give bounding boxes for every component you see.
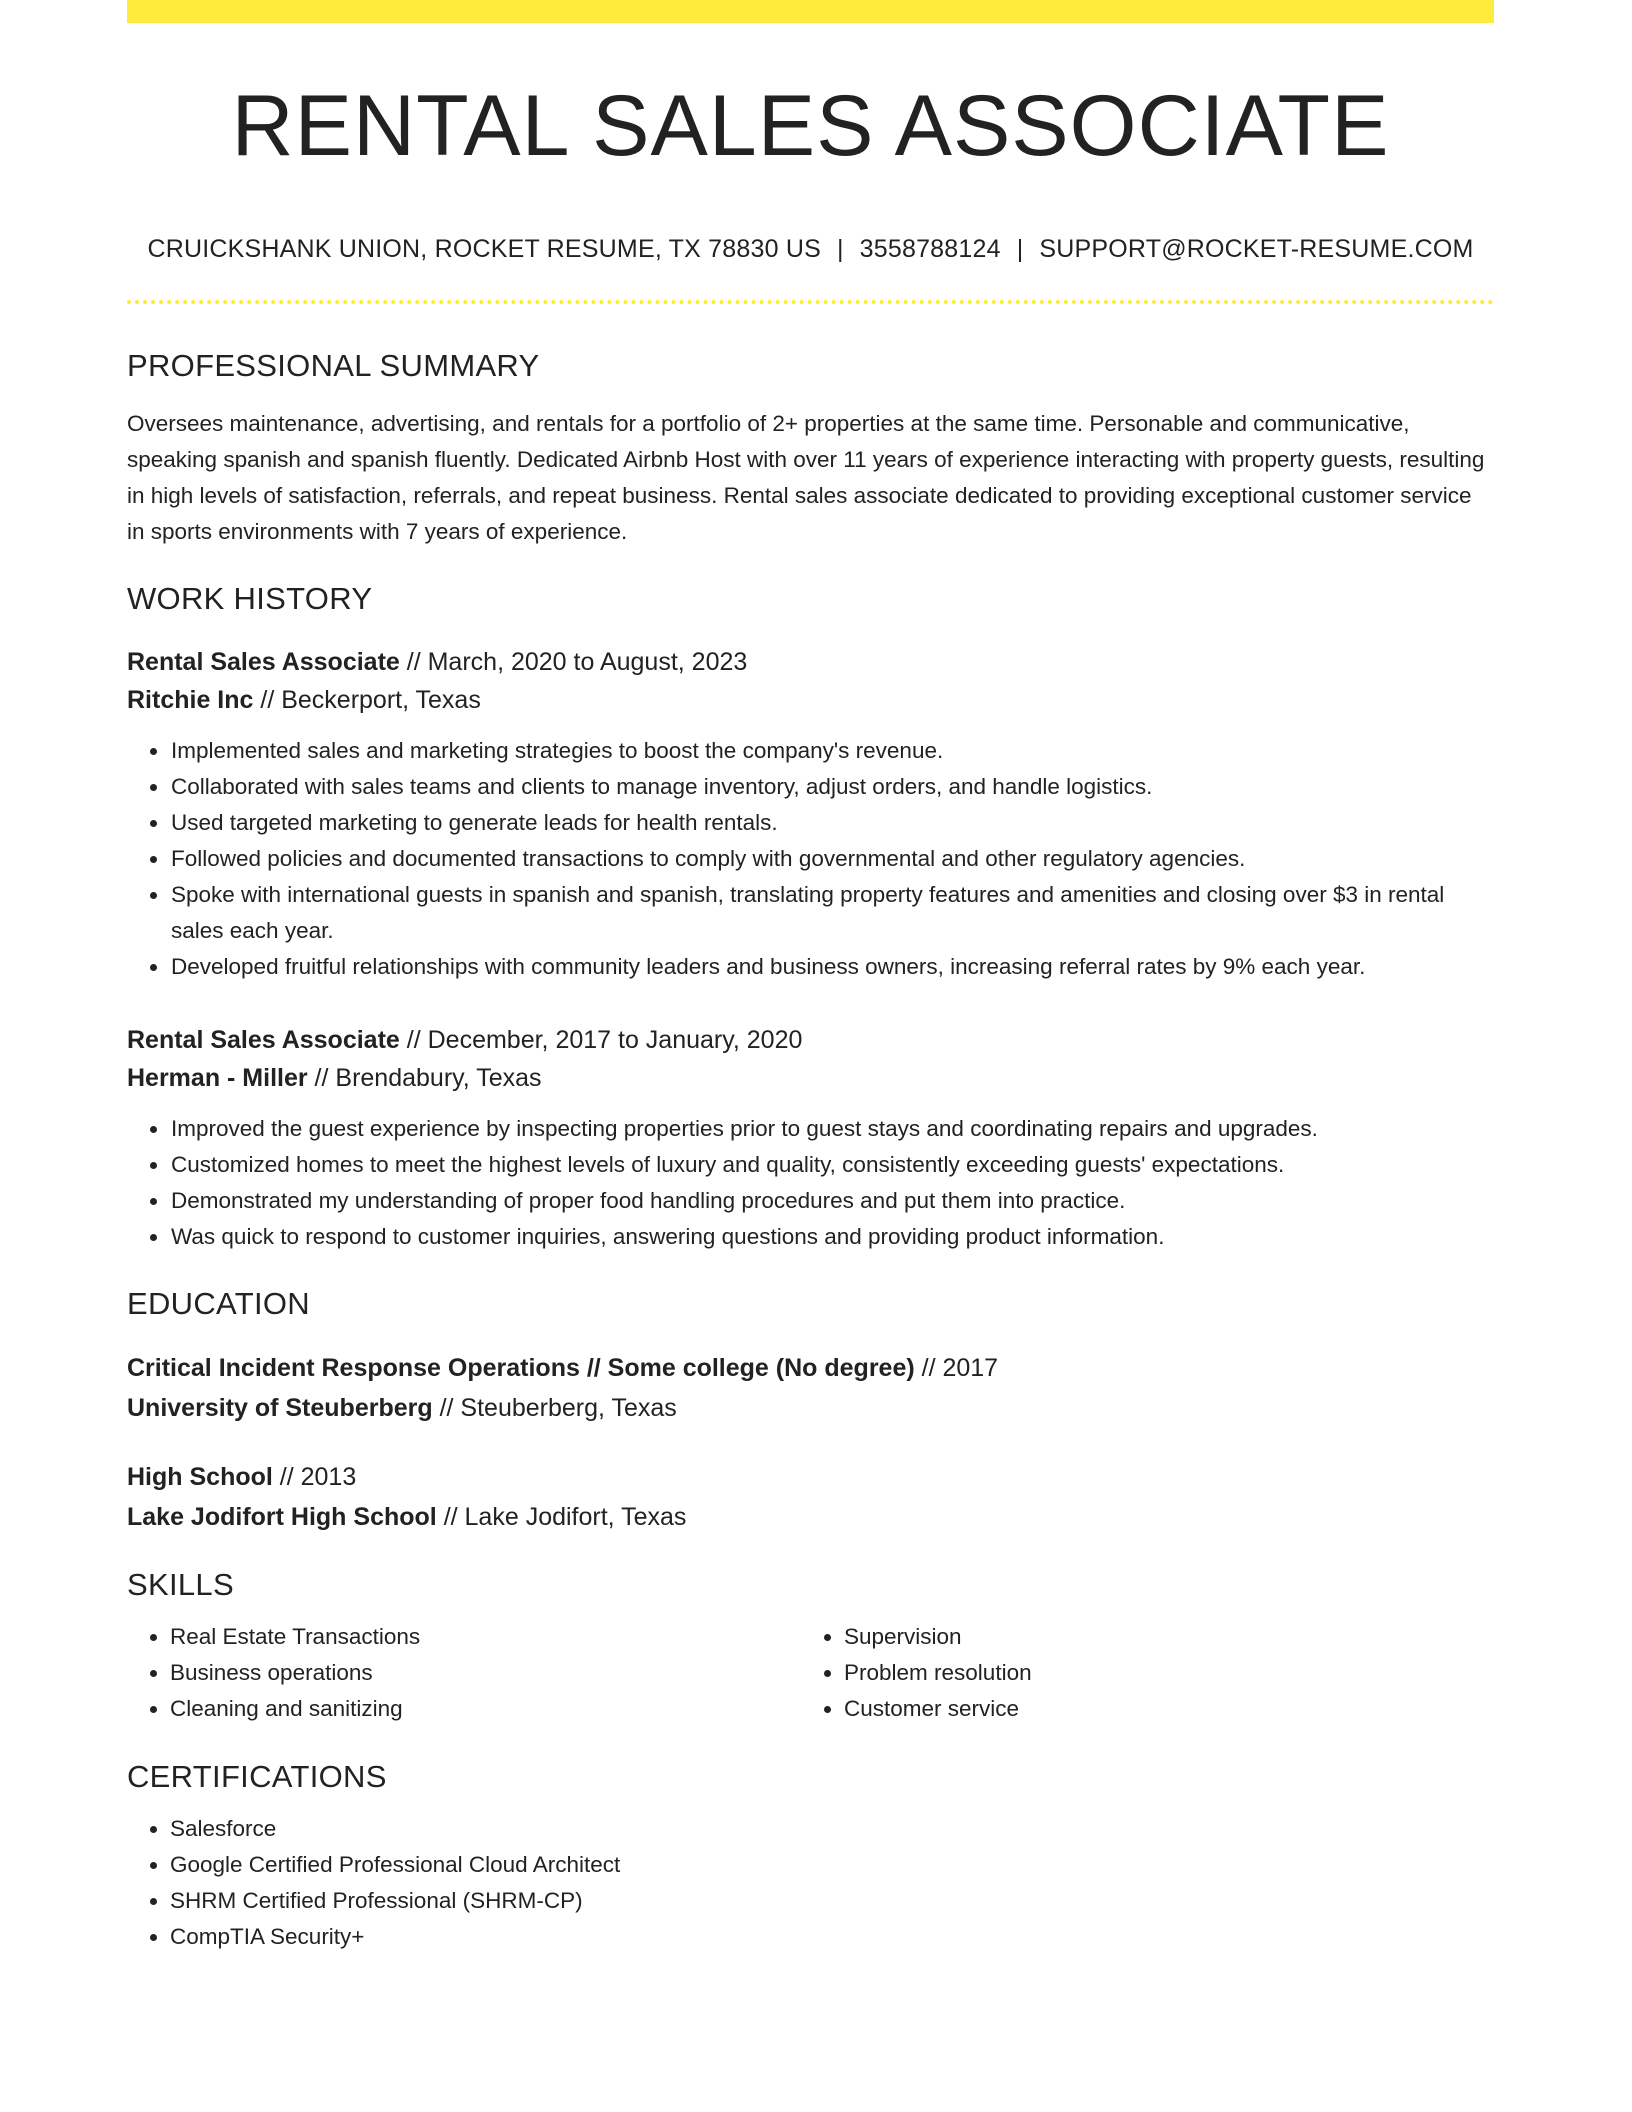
education-degree-line (127, 1348, 1494, 1388)
job-bullet: • Demonstrated my understanding of proper food handling procedures and put them into practice. (170, 1183, 1494, 1219)
contact-line (127, 235, 1494, 264)
certification-item: • SHRM Certified Professional (SHRM-CP) (170, 1883, 1494, 1919)
certification-item: • Google Certified Professional Cloud Architect (170, 1847, 1494, 1883)
education-heading: EDUCATION (127, 1286, 310, 1321)
education-entry (127, 1457, 1494, 1537)
education-year: // 2017 (914, 1354, 999, 1382)
work-history-heading: WORK HISTORY (127, 581, 373, 616)
contact-separator: | (836, 235, 844, 263)
job-bullet: • Followed policies and documented transactions to comply with governmental and other regulatory agencies. (170, 841, 1494, 877)
dotted-divider (127, 300, 1494, 304)
job-location: // Beckerport, Texas (253, 686, 481, 714)
contact-email: SUPPORT@ROCKET-RESUME.COM (1039, 235, 1474, 263)
job-bullet: • Collaborated with sales teams and clients to manage inventory, adjust orders, and handle logistics. (170, 769, 1494, 805)
job-company: Ritchie Inc (127, 686, 254, 714)
skills-list-right (801, 1619, 1475, 1727)
skill-item: • Business operations (170, 1655, 801, 1691)
certifications-list (127, 1811, 1494, 1955)
job-role: Rental Sales Associate (127, 1026, 400, 1054)
education-school: Lake Jodifort High School (127, 1503, 437, 1531)
job-role-line (127, 643, 1494, 681)
education-location: // Lake Jodifort, Texas (436, 1503, 687, 1531)
education-year: // 2013 (272, 1463, 357, 1491)
education-degree: High School (127, 1463, 273, 1491)
summary-text: Oversees maintenance, advertising, and rentals for a portfolio of 2+ properties at the same time. Personable and communicative, speaking spanish and spanish fluently. Dedicated Airbnb Host with over 11 years of experience interacting with property guests, resulting in high levels of satisfaction, referrals, and repeat business. Rental sales associate dedicated to providing exceptional customer service in sports environments with 7 years of experience. (127, 411, 1485, 544)
contact-phone: 3558788124 (859, 235, 1001, 263)
job-entry (127, 1021, 1494, 1255)
accent-top-bar (127, 0, 1494, 23)
certification-item: • Salesforce (170, 1811, 1494, 1847)
job-company: Herman - Miller (127, 1064, 308, 1092)
education-entry (127, 1348, 1494, 1428)
job-bullet: • Was quick to respond to customer inquiries, answering questions and providing product information. (170, 1219, 1494, 1255)
job-company-line (127, 1059, 1494, 1097)
contact-separator: | (1016, 235, 1024, 263)
skills-grid (127, 1619, 1494, 1727)
skill-item: • Supervision (844, 1619, 1475, 1655)
summary-heading: PROFESSIONAL SUMMARY (127, 348, 540, 383)
job-dates: // March, 2020 to August, 2023 (399, 648, 748, 676)
education-degree-line (127, 1457, 1494, 1497)
skills-list-left (127, 1619, 801, 1727)
education-school-line (127, 1497, 1494, 1537)
job-company-line (127, 681, 1494, 719)
education-location: // Steuberberg, Texas (432, 1394, 677, 1422)
job-bullets (127, 733, 1494, 985)
skill-item: • Cleaning and sanitizing (170, 1691, 801, 1727)
skill-item: • Customer service (844, 1691, 1475, 1727)
job-bullet: • Improved the guest experience by inspecting properties prior to guest stays and coordinating repairs and upgrades. (170, 1111, 1494, 1147)
skill-item: • Real Estate Transactions (170, 1619, 801, 1655)
certification-item: • CompTIA Security+ (170, 1919, 1494, 1955)
contact-address: CRUICKSHANK UNION, ROCKET RESUME, TX 78830 US (147, 235, 821, 263)
job-bullet: • Used targeted marketing to generate leads for health rentals. (170, 805, 1494, 841)
resume-name: RENTAL SALES ASSOCIATE (231, 78, 1390, 174)
job-bullet: • Spoke with international guests in spanish and spanish, translating property features and amenities and closing over $3 in rental sales each year. (170, 877, 1494, 949)
certifications-heading: CERTIFICATIONS (127, 1759, 387, 1794)
skill-item: • Problem resolution (844, 1655, 1475, 1691)
skills-heading: SKILLS (127, 1567, 234, 1602)
job-bullet: • Developed fruitful relationships with community leaders and business owners, increasing referral rates by 9% each year. (170, 949, 1494, 985)
job-bullets (127, 1111, 1494, 1255)
job-bullet: • Implemented sales and marketing strategies to boost the company's revenue. (170, 733, 1494, 769)
education-degree: Critical Incident Response Operations // Some college (No degree) (127, 1354, 915, 1382)
job-entry (127, 643, 1494, 985)
job-role-line (127, 1021, 1494, 1059)
job-role: Rental Sales Associate (127, 648, 400, 676)
job-dates: // December, 2017 to January, 2020 (399, 1026, 803, 1054)
resume-page (127, 0, 1494, 1955)
job-location: // Brendabury, Texas (307, 1064, 542, 1092)
job-bullet: • Customized homes to meet the highest levels of luxury and quality, consistently exceeding guests' expectations. (170, 1147, 1494, 1183)
education-school: University of Steuberberg (127, 1394, 433, 1422)
education-school-line (127, 1388, 1494, 1428)
